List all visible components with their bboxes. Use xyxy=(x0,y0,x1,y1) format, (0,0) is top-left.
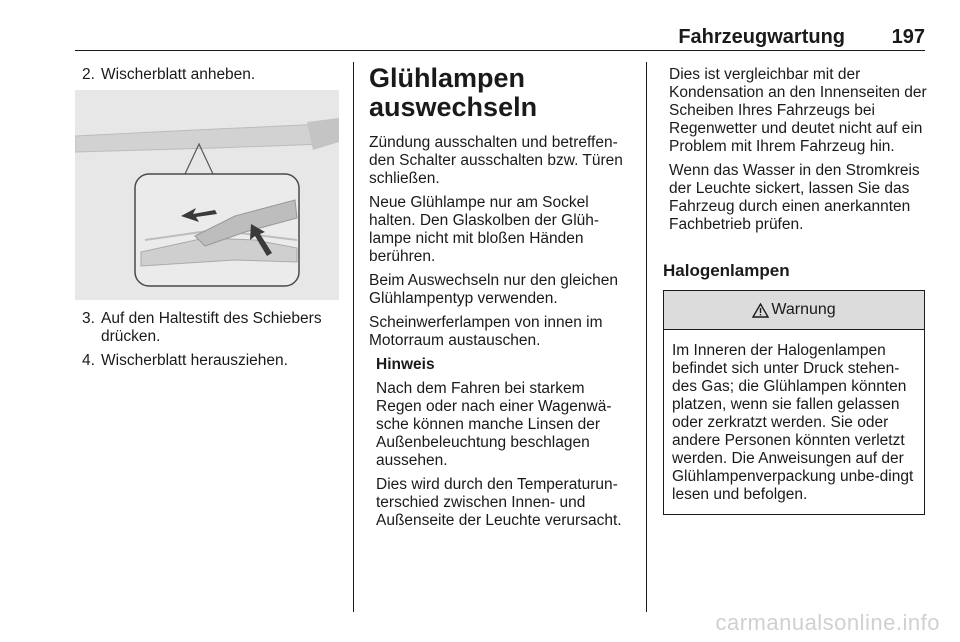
right-column xyxy=(669,66,927,240)
column-divider-2 xyxy=(646,62,647,612)
paragraph-3: Beim Auswechseln nur den gleichen Glühlampentyp verwenden. xyxy=(369,272,619,307)
step-4-text: Wischerblatt herausziehen. xyxy=(101,352,288,369)
step-3-text: Auf den Haltestift des Schiebers drücken. xyxy=(101,310,322,345)
subheading-halogen: Halogenlampen xyxy=(663,261,790,280)
section-heading: Glühlampen auswechseln xyxy=(369,63,538,122)
step-2 xyxy=(75,66,339,84)
right-paragraph-2: Wenn das Wasser in den Stromkreis der Leuchte sickert, lassen Sie das Fahrzeug durch einen anerkannten Fachbetrieb prüfen. xyxy=(669,162,920,233)
note-paragraph-1: Nach dem Fahren bei starkem Regen oder nach einer Wagenwä-sche können manche Linsen der Außenbeleuchtung beschlagen aussehen. xyxy=(376,380,612,469)
note-paragraph-2: Dies wird durch den Temperaturun-terschied zwischen Innen- und Außenseite der Leuchte verursacht. xyxy=(376,476,622,529)
note-title: Hinweis xyxy=(376,356,435,373)
warning-header xyxy=(664,291,924,330)
step-2-number: 2. xyxy=(82,66,95,83)
watermark: carmanualsonline.info xyxy=(715,610,940,635)
wiper-illustration-svg xyxy=(75,90,339,300)
warning-triangle-icon xyxy=(752,303,769,318)
note-block xyxy=(369,356,634,530)
wiper-blade-illustration xyxy=(75,90,339,300)
warning-box xyxy=(663,290,925,515)
paragraph-1: Zündung ausschalten und betreffen-den Schalter ausschalten bzw. Türen schließen. xyxy=(369,134,623,187)
warning-title: Warnung xyxy=(771,301,836,318)
left-column xyxy=(75,66,339,90)
section-title: Fahrzeugwartung xyxy=(678,26,845,48)
step-4-number: 4. xyxy=(82,352,95,369)
header-rule xyxy=(75,50,925,51)
step-4 xyxy=(75,352,339,370)
warning-text: Im Inneren der Halogenlampen befindet sich unter Druck stehen-des Gas; die Glühlampen könnten platzen, wenn sie fallen gelassen oder zerkratzt werden. Sie oder andere Personen könnten verletzt werden. Die Anweisungen auf der Glühlampenverpackung unbe-dingt lesen und befolgen. xyxy=(672,342,914,503)
page-header xyxy=(75,26,925,50)
column-divider-1 xyxy=(353,62,354,612)
left-column-steps xyxy=(75,310,339,376)
paragraph-4: Scheinwerferlampen von innen im Motorraum austauschen. xyxy=(369,314,603,349)
step-3-number: 3. xyxy=(82,310,95,327)
page-number: 197 xyxy=(891,26,925,48)
step-3 xyxy=(75,310,339,346)
step-2-text: Wischerblatt anheben. xyxy=(101,66,256,83)
right-paragraph-1: Dies ist vergleichbar mit der Kondensation an den Innenseiten der Scheiben Ihres Fahrzeugs bei Regenwetter und deutet nicht auf ein Problem mit Ihrem Fahrzeug hin. xyxy=(669,66,927,155)
right-column-lower xyxy=(663,250,927,515)
middle-column xyxy=(369,64,634,536)
paragraph-2: Neue Glühlampe nur am Sockel halten. Den Glaskolben der Glüh-lampe nicht mit bloßen Händen berühren. xyxy=(369,194,600,265)
